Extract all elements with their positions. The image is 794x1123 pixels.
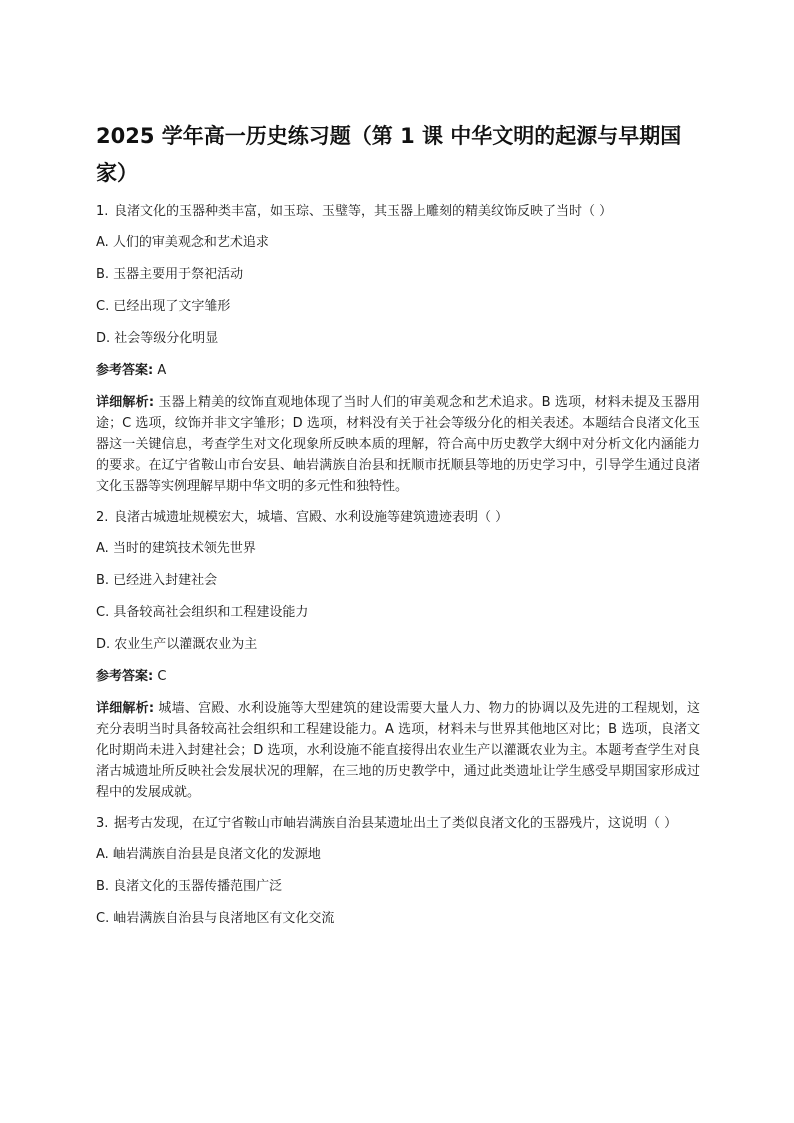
question-text: 良渚文化的玉器种类丰富，如玉琮、玉璧等，其玉器上雕刻的精美纹饰反映了当时（ ）	[114, 204, 613, 219]
option-b: B. 良渚文化的玉器传播范围广泛	[96, 879, 283, 894]
explanation	[96, 392, 700, 497]
answer-label: 参考答案:	[96, 669, 154, 684]
question-number: 3.	[96, 816, 109, 831]
question-stem	[96, 507, 700, 528]
document-title: 2025 学年高一历史练习题（第 1 课 中华文明的起源与早期国家）	[96, 124, 682, 185]
option-a: A. 人们的审美观念和艺术追求	[96, 235, 269, 250]
question-2	[96, 507, 700, 803]
answer-label: 参考答案:	[96, 363, 154, 378]
question-stem	[96, 201, 700, 222]
question-3	[96, 813, 700, 929]
explanation-text: 城墙、宫殿、水利设施等大型建筑的建设需要大量人力、物力的协调以及先进的工程规划，这充分表明当时具备较高社会组织和工程建设能力。A 选项，材料未与世界其他地区对比；B 选项，良渚文化时期尚未进入封建社会；D 选项，水利设施不能直接得出农业生产以灌溉农业为主。本题考查学生对良渚古城遗址所反映社会发展状况的理解，在三地的历史教学中，通过此类遗址让学生感受早期国家形成过程中的发展成就。	[96, 701, 700, 800]
explanation-text: 玉器上精美的纹饰直观地体现了当时人们的审美观念和艺术追求。B 选项，材料未提及玉器用途；C 选项，纹饰并非文字雏形；D 选项，材料没有关于社会等级分化的相关表述。本题结合良渚文化玉器这一关键信息，考查学生对文化现象所反映本质的理解，符合高中历史教学大纲中对分析文化内涵能力的要求。在辽宁省鞍山市台安县、岫岩满族自治县和抚顺市抚顺县等地的历史学习中，引导学生通过良渚文化玉器等实例理解早期中华文明的多元性和独特性。	[96, 395, 701, 494]
option-b: B. 玉器主要用于祭祀活动	[96, 267, 244, 282]
explanation-label: 详细解析:	[96, 395, 155, 410]
question-number: 1.	[96, 204, 109, 219]
question-text: 良渚古城遗址规模宏大，城墙、宫殿、水利设施等建筑遗迹表明（ ）	[114, 510, 509, 525]
answer-value: C	[157, 669, 167, 684]
question-text: 据考古发现，在辽宁省鞍山市岫岩满族自治县某遗址出土了类似良渚文化的玉器残片，这说明（ ）	[114, 816, 678, 831]
document-page	[96, 118, 700, 940]
answer-line	[96, 666, 700, 687]
option-c: C. 岫岩满族自治县与良渚地区有文化交流	[96, 911, 335, 926]
question-number: 2.	[96, 510, 109, 525]
option-a: A. 当时的建筑技术领先世界	[96, 541, 256, 556]
answer-line	[96, 360, 700, 381]
answer-value: A	[157, 363, 167, 378]
option-c: C. 已经出现了文字雏形	[96, 299, 231, 314]
option-b: B. 已经进入封建社会	[96, 573, 218, 588]
explanation-label: 详细解析:	[96, 701, 155, 716]
question-stem	[96, 813, 700, 834]
question-1	[96, 201, 700, 497]
option-d: D. 社会等级分化明显	[96, 331, 219, 346]
option-c: C. 具备较高社会组织和工程建设能力	[96, 605, 309, 620]
explanation	[96, 698, 700, 803]
option-a: A. 岫岩满族自治县是良渚文化的发源地	[96, 847, 321, 862]
option-d: D. 农业生产以灌溉农业为主	[96, 637, 258, 652]
